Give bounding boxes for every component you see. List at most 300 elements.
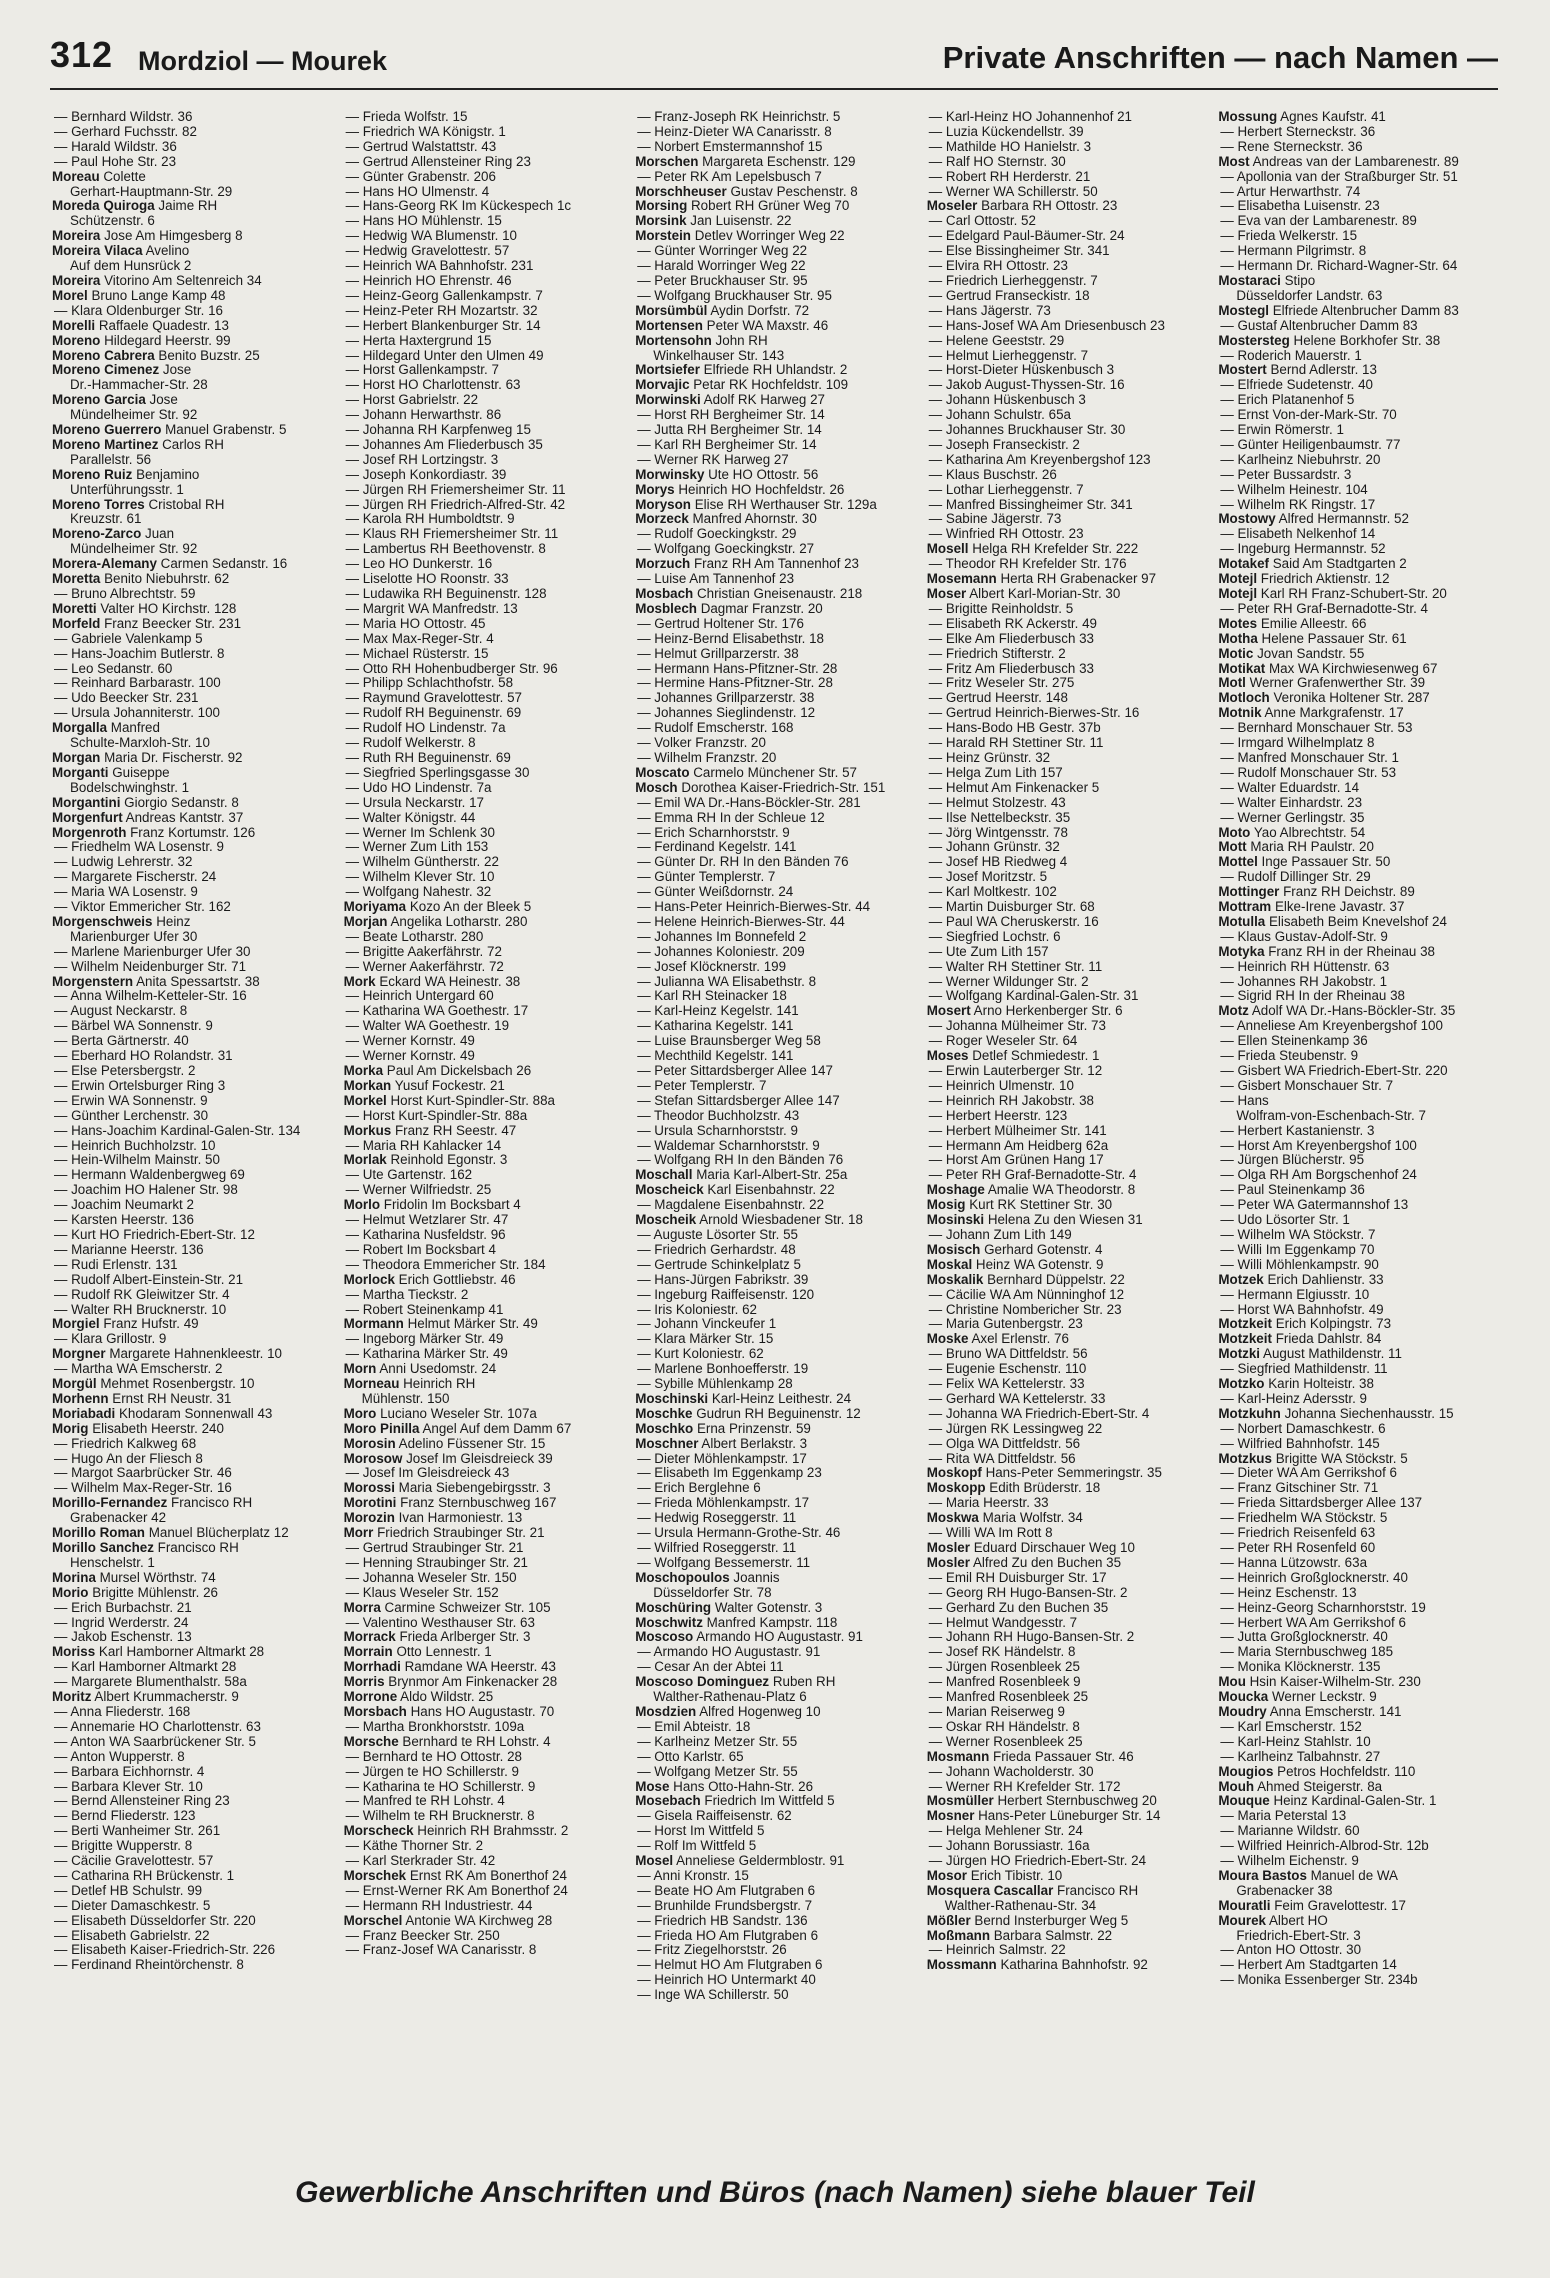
directory-entry bbox=[1218, 110, 1502, 125]
directory-entry bbox=[1218, 274, 1502, 289]
entry-surname: Mosner bbox=[926, 1808, 975, 1824]
directory-entry: — Anton HO Ottostr. 30 bbox=[1220, 1942, 1362, 1958]
directory-entry: — Bernhard Monschauer Str. 53 bbox=[1220, 720, 1413, 736]
entry-surname: Moreira bbox=[52, 272, 101, 288]
entry-details: Erich Dahlienstr. 33 bbox=[1267, 1271, 1384, 1287]
directory-entry: — Elfriede Sudetenstr. 40 bbox=[1220, 377, 1373, 393]
directory-entry bbox=[1218, 1780, 1502, 1795]
directory-entry: — Jürgen Blücherstr. 95 bbox=[1220, 1152, 1365, 1168]
directory-entry: — Gerhard Zu den Buchen 35 bbox=[928, 1599, 1109, 1615]
directory-entry bbox=[635, 498, 919, 513]
directory-entry: — Hans-Josef WA Am Driesenbusch 23 bbox=[928, 317, 1165, 333]
directory-entry bbox=[344, 1914, 628, 1929]
directory-entry: — Hans bbox=[1220, 1092, 1269, 1108]
entry-details: Helena Zu den Wiesen 31 bbox=[987, 1212, 1143, 1228]
entry-surname: Moreno bbox=[52, 332, 101, 348]
entry-surname: Moryson bbox=[635, 496, 691, 512]
directory-entry bbox=[1218, 557, 1502, 572]
entry-details: Bruno Lange Kamp 48 bbox=[91, 287, 226, 303]
directory-entry: — Karl-Heinz Stahlstr. 10 bbox=[1220, 1733, 1371, 1749]
directory-entry: — Johanna RH Karpfenweg 15 bbox=[345, 422, 531, 438]
directory-entry: — Elvira RH Ottostr. 23 bbox=[928, 258, 1068, 274]
directory-entry: — Harald Worringer Weg 22 bbox=[637, 258, 806, 274]
directory-entry: — Detlef HB Schulstr. 99 bbox=[54, 1882, 203, 1898]
directory-entry: — Margarete Fischerstr. 24 bbox=[54, 869, 217, 885]
entry-details: Frieda Dahlstr. 84 bbox=[1275, 1331, 1382, 1347]
directory-entry: — Maria RH Kahlacker 14 bbox=[345, 1137, 502, 1153]
entry-details: Anne Markgrafenstr. 17 bbox=[1264, 705, 1404, 721]
directory-entry: Bodelschwinghstr. 1 bbox=[70, 779, 190, 795]
directory-entry: — Johanna Weseler Str. 150 bbox=[345, 1569, 517, 1585]
directory-entry: — Robert Steinenkamp 41 bbox=[345, 1301, 504, 1317]
directory-entry: — Michael Rüsterstr. 15 bbox=[345, 645, 489, 661]
entry-surname: Mosmann bbox=[926, 1748, 990, 1764]
entry-details: Adolf WA Dr.-Hans-Böckler-Str. 35 bbox=[1251, 1003, 1456, 1019]
directory-entry: — Johann Zum Lith 149 bbox=[928, 1226, 1072, 1242]
directory-entry: — Friedrich Kalkweg 68 bbox=[54, 1435, 197, 1451]
entry-details: Karl Hamborner Altmarkt 28 bbox=[98, 1644, 265, 1660]
entry-surname: Moscheik bbox=[635, 1212, 697, 1228]
entry-details: Erna Prinzenstr. 59 bbox=[696, 1420, 811, 1436]
directory-entry: — Johannes Bruckhauser Str. 30 bbox=[928, 422, 1126, 438]
directory-entry bbox=[52, 811, 336, 826]
directory-entry: — Hans Jägerstr. 73 bbox=[928, 302, 1051, 318]
entry-details: Robert RH Grüner Weg 70 bbox=[691, 198, 850, 214]
entry-details: Benjamino bbox=[136, 466, 200, 482]
directory-entry: Düsseldorfer Str. 78 bbox=[653, 1584, 772, 1600]
directory-entry bbox=[52, 1317, 336, 1332]
entry-details: Carmen Sedanstr. 16 bbox=[160, 556, 288, 572]
entry-surname: Morera-Alemany bbox=[52, 556, 157, 572]
entry-details: Katharina Bahnhofstr. 92 bbox=[1000, 1957, 1148, 1973]
entry-details: Erich Tibistr. 10 bbox=[970, 1867, 1063, 1883]
entry-surname: Morkel bbox=[343, 1092, 387, 1108]
entry-details: Elfriede Altenbrucher Damm 83 bbox=[1272, 302, 1459, 318]
entry-details: Jose bbox=[149, 392, 178, 408]
directory-entry: — Julianna WA Elisabethstr. 8 bbox=[637, 973, 817, 989]
directory-entry: — Herbert Am Stadtgarten 14 bbox=[1220, 1957, 1397, 1973]
entry-surname: Mortensohn bbox=[635, 332, 712, 348]
directory-entry: — Johannes Im Bonnefeld 2 bbox=[637, 928, 807, 944]
entry-surname: Morossi bbox=[343, 1480, 395, 1496]
directory-entry: — Theodor RH Krefelder Str. 176 bbox=[928, 556, 1127, 572]
directory-entry: — Klara Märker Str. 15 bbox=[637, 1331, 774, 1347]
entry-details: Friedrich Straubinger Str. 21 bbox=[377, 1525, 545, 1541]
entry-details: Adelino Füssener Str. 15 bbox=[398, 1435, 546, 1451]
entry-surname: Morillo-Fernandez bbox=[52, 1495, 168, 1511]
entry-surname: Morillo Sanchez bbox=[52, 1540, 154, 1555]
entry-surname: Moreno Cimenez bbox=[52, 362, 160, 378]
entry-details: Heinz WA Gotenstr. 9 bbox=[975, 1256, 1104, 1272]
entry-details: Mursel Wörthstr. 74 bbox=[99, 1569, 216, 1585]
directory-entry: — Peter Bussardstr. 3 bbox=[1220, 466, 1352, 482]
directory-entry bbox=[1218, 1914, 1502, 1929]
directory-entry: — Maria Gutenbergstr. 23 bbox=[928, 1316, 1083, 1332]
directory-entry: — Josef Im Gleisdreieck 43 bbox=[345, 1465, 510, 1481]
directory-entry: — Helmut Stolzestr. 43 bbox=[928, 794, 1066, 810]
entry-surname: Motloch bbox=[1218, 690, 1270, 706]
entry-surname: Morra bbox=[343, 1599, 381, 1615]
entry-details: Bernd Adlerstr. 13 bbox=[1270, 362, 1377, 378]
entry-surname: Morel bbox=[52, 287, 88, 303]
directory-entry: — Anna Fliederstr. 168 bbox=[54, 1703, 191, 1719]
directory-entry: — Hermann Pilgrimstr. 8 bbox=[1220, 243, 1367, 259]
directory-entry: — Walter Eduardstr. 14 bbox=[1220, 779, 1360, 795]
directory-entry: — Wilfried Roseggerstr. 11 bbox=[637, 1540, 797, 1555]
entry-details: Ernst RH Neustr. 31 bbox=[112, 1390, 232, 1406]
entry-details: Barbara Salmstr. 22 bbox=[993, 1927, 1113, 1943]
directory-entry: — Johann Borussiastr. 16a bbox=[928, 1838, 1090, 1854]
entry-details: Veronika Holtener Str. 287 bbox=[1273, 690, 1430, 706]
directory-entry: — Philipp Schlachthofstr. 58 bbox=[345, 675, 514, 691]
entry-surname: Morschen bbox=[635, 153, 699, 169]
directory-entry: — Lothar Lierheggenstr. 7 bbox=[928, 481, 1084, 497]
entry-details: Alfred Hermannstr. 52 bbox=[1278, 511, 1409, 527]
directory-entry: — Heinrich WA Bahnhofstr. 231 bbox=[345, 258, 534, 274]
entry-surname: Morgenschweis bbox=[52, 913, 153, 929]
directory-entry: — Werner Rosenbleek 25 bbox=[928, 1733, 1083, 1749]
directory-entry: — Hans HO Ulmenstr. 4 bbox=[345, 183, 490, 199]
directory-entry bbox=[52, 1496, 336, 1511]
directory-entry bbox=[344, 1317, 628, 1332]
directory-entry: — Klaus Gustav-Adolf-Str. 9 bbox=[1220, 928, 1388, 944]
directory-entry bbox=[927, 1273, 1211, 1288]
entry-details: Hans-Peter Semmeringstr. 35 bbox=[985, 1465, 1162, 1481]
directory-entry: — Gisbert Monschauer Str. 7 bbox=[1220, 1077, 1394, 1093]
entry-details: Friedrich Im Wittfeld 5 bbox=[704, 1793, 835, 1809]
directory-entry bbox=[927, 1884, 1211, 1899]
directory-entry: Mündelheimer Str. 92 bbox=[70, 541, 198, 557]
directory-entry: — Wolfgang Metzer Str. 55 bbox=[637, 1763, 798, 1779]
entry-details: Werner Grafenwerther Str. 39 bbox=[1249, 675, 1426, 691]
directory-entry bbox=[52, 721, 336, 736]
directory-entry: — Paul Steinenkamp 36 bbox=[1220, 1182, 1365, 1198]
directory-entry: — Bernd Allensteiner Ring 23 bbox=[54, 1793, 230, 1809]
directory-entry bbox=[635, 512, 919, 527]
directory-entry: — Mathilde HO Hanielstr. 3 bbox=[928, 138, 1092, 154]
directory-entry bbox=[927, 1198, 1211, 1213]
directory-entry: — Herta Haxtergrund 15 bbox=[345, 332, 492, 348]
directory-entry: — Werner Wilfriedstr. 25 bbox=[345, 1182, 492, 1198]
directory-entry bbox=[52, 1645, 336, 1660]
directory-entry: — Rudolf Goeckingkstr. 29 bbox=[637, 526, 797, 542]
directory-entry bbox=[635, 587, 919, 602]
entry-surname: Morgenroth bbox=[52, 824, 127, 840]
entry-details: Colette bbox=[103, 168, 146, 184]
directory-entry bbox=[635, 602, 919, 617]
directory-entry: — Herbert Mülheimer Str. 141 bbox=[928, 1122, 1107, 1138]
directory-entry: Dr.-Hammacher-Str. 28 bbox=[70, 377, 208, 393]
directory-entry: Mühlenstr. 150 bbox=[361, 1390, 450, 1406]
directory-entry: — Willi Möhlenkampstr. 90 bbox=[1220, 1256, 1379, 1272]
entry-details: Joannis bbox=[733, 1569, 780, 1585]
directory-entry: — Erwin Römerstr. 1 bbox=[1220, 422, 1344, 438]
entry-surname: Moshage bbox=[926, 1182, 985, 1198]
entry-details: Elisabeth Beim Knevelshof 24 bbox=[1268, 913, 1447, 929]
entry-details: Elise RH Werthauser Str. 129a bbox=[694, 496, 877, 512]
entry-details: Maria Wolfstr. 34 bbox=[982, 1510, 1083, 1526]
directory-entry: — Ludwig Lehrerstr. 32 bbox=[54, 854, 193, 870]
entry-details: Herbert Sternbuschweg 20 bbox=[997, 1793, 1157, 1809]
directory-entry bbox=[1218, 706, 1502, 721]
directory-entry: — Anna Wilhelm-Ketteler-Str. 16 bbox=[54, 988, 247, 1004]
directory-entry bbox=[344, 1630, 628, 1645]
entry-details: Carmelo Münchener Str. 57 bbox=[693, 764, 857, 780]
entry-surname: Moschinski bbox=[635, 1390, 709, 1406]
entry-details: Franz RH Seestr. 47 bbox=[394, 1122, 517, 1138]
entry-details: Brigitte Mühlenstr. 26 bbox=[92, 1584, 218, 1600]
entry-surname: Morlock bbox=[343, 1271, 395, 1287]
directory-entry: — Rudolf HO Lindenstr. 7a bbox=[345, 720, 506, 736]
entry-details: Heinrich RH bbox=[403, 1376, 476, 1392]
entry-details: Heinrich RH Brahmsstr. 2 bbox=[417, 1823, 569, 1839]
entry-surname: Moreno Guerrero bbox=[52, 422, 162, 438]
directory-entry bbox=[635, 378, 919, 393]
directory-entry: — Werner Kornstr. 49 bbox=[345, 1033, 475, 1049]
directory-entry: — Wilhelm Güntherstr. 22 bbox=[345, 854, 499, 870]
directory-entry: — Hans-Georg RK Im Kückespech 1c bbox=[345, 198, 572, 214]
entry-surname: Mossmann bbox=[926, 1957, 997, 1973]
directory-entry bbox=[52, 751, 336, 766]
directory-entry: — Bärbel WA Sonnenstr. 9 bbox=[54, 1018, 213, 1034]
directory-entry: — Klara Grillostr. 9 bbox=[54, 1331, 167, 1347]
directory-entry: — Jakob August-Thyssen-Str. 16 bbox=[928, 377, 1125, 393]
directory-entry: — Emma RH In der Schleue 12 bbox=[637, 809, 825, 825]
directory-entry: — Beate HO Am Flutgraben 6 bbox=[637, 1882, 816, 1898]
entry-surname: Morrack bbox=[343, 1629, 396, 1645]
entry-surname: Morschheuser bbox=[635, 183, 727, 199]
directory-entry: Wolfram-von-Eschenbach-Str. 7 bbox=[1236, 1107, 1426, 1123]
directory-entry: — Johann Grünstr. 32 bbox=[928, 839, 1060, 855]
directory-entry bbox=[1218, 1765, 1502, 1780]
directory-entry: Friedrich-Ebert-Str. 3 bbox=[1236, 1927, 1361, 1943]
entry-surname: Mosmüller bbox=[926, 1793, 994, 1809]
directory-entry: — Rudolf Welkerstr. 8 bbox=[345, 735, 476, 751]
entry-surname: Morio bbox=[52, 1584, 89, 1600]
directory-entry: — Stefan Sittardsberger Allee 147 bbox=[637, 1092, 840, 1108]
directory-entry bbox=[52, 1407, 336, 1422]
directory-entry bbox=[52, 1392, 336, 1407]
directory-entry bbox=[344, 1273, 628, 1288]
entry-surname: Motha bbox=[1218, 630, 1258, 646]
directory-entry: — Ursula Neckarstr. 17 bbox=[345, 794, 485, 810]
directory-entry: — Anton Wupperstr. 8 bbox=[54, 1748, 185, 1764]
directory-entry bbox=[635, 1794, 919, 1809]
entry-surname: Moscoso bbox=[635, 1629, 694, 1645]
entry-surname: Morsche bbox=[343, 1733, 399, 1749]
entry-surname: Mork bbox=[343, 973, 376, 989]
directory-entry: — Erwin Ortelsburger Ring 3 bbox=[54, 1077, 226, 1093]
directory-entry: — Jutta RH Bergheimer Str. 14 bbox=[637, 422, 822, 438]
directory-entry: — Ernst Von-der-Mark-Str. 70 bbox=[1220, 407, 1397, 423]
entry-details: Eckard WA Heinestr. 38 bbox=[379, 973, 521, 989]
directory-entry: — Ingeborg Märker Str. 49 bbox=[345, 1331, 504, 1347]
directory-entry bbox=[927, 1794, 1211, 1809]
directory-entry bbox=[52, 602, 336, 617]
directory-entry: — Ursula Johanniterstr. 100 bbox=[54, 705, 220, 721]
entry-surname: Mosler bbox=[926, 1540, 970, 1555]
directory-entry: Grabenacker 38 bbox=[1236, 1882, 1333, 1898]
directory-entry: — Herbert Sterneckstr. 36 bbox=[1220, 123, 1376, 139]
directory-entry: — Frieda HO Am Flutgraben 6 bbox=[637, 1927, 819, 1943]
directory-entry: — Günter Weißdornstr. 24 bbox=[637, 884, 794, 900]
directory-entry: — Werner WA Schillerstr. 50 bbox=[928, 183, 1098, 199]
directory-entry: — Maria Sternbuschweg 185 bbox=[1220, 1644, 1394, 1660]
directory-entry bbox=[52, 244, 336, 259]
directory-entry: — Manfred te RH Lohstr. 4 bbox=[345, 1793, 505, 1809]
entry-details: Maria RH Paulstr. 20 bbox=[1250, 839, 1374, 855]
entry-surname: Mostersteg bbox=[1218, 332, 1290, 348]
directory-entry: — Rene Sterneckstr. 36 bbox=[1220, 138, 1363, 154]
directory-entry: — Heinrich HO Ehrenstr. 46 bbox=[345, 272, 512, 288]
directory-entry: — Rudolf RH Beguinenstr. 69 bbox=[345, 705, 522, 721]
entry-details: Arnold Wiesbadener Str. 18 bbox=[699, 1212, 863, 1228]
directory-entry: — Peter RH Rosenfeld 60 bbox=[1220, 1540, 1376, 1555]
directory-entry: — Volker Franzstr. 20 bbox=[637, 735, 766, 751]
directory-entry: — Ellen Steinenkamp 36 bbox=[1220, 1033, 1368, 1049]
section-title: Private Anschriften — nach Namen — bbox=[942, 40, 1498, 75]
entry-surname: Mosblech bbox=[635, 600, 697, 616]
directory-entry: Kreuzstr. 61 bbox=[70, 511, 142, 527]
directory-entry bbox=[52, 826, 336, 841]
entry-surname: Moschko bbox=[635, 1420, 694, 1436]
directory-entry: — Heinrich Salmstr. 22 bbox=[928, 1942, 1066, 1958]
entry-details: Elisabeth Heerstr. 240 bbox=[92, 1420, 224, 1436]
entry-surname: Moskalik bbox=[926, 1271, 984, 1287]
entry-details: Anneliese Geldermblostr. 91 bbox=[676, 1853, 845, 1869]
directory-entry bbox=[635, 229, 919, 244]
directory-entry: — Franz Gitschiner Str. 71 bbox=[1220, 1480, 1379, 1496]
directory-entry: — Ingeburg Raiffeisenstr. 120 bbox=[637, 1286, 815, 1302]
directory-entry: — Ruth RH Beguinenstr. 69 bbox=[345, 749, 511, 765]
directory-entry: — Kurt Koloniestr. 62 bbox=[637, 1346, 764, 1362]
entry-surname: Morkus bbox=[343, 1122, 392, 1138]
entry-details: Albert Berlakstr. 3 bbox=[701, 1435, 808, 1451]
directory-entry bbox=[1218, 1004, 1502, 1019]
directory-entry bbox=[1218, 1794, 1502, 1809]
entry-details: Angelika Lotharstr. 280 bbox=[390, 913, 528, 929]
directory-entry: — Else Bissingheimer Str. 341 bbox=[928, 243, 1110, 259]
directory-entry: — Udo HO Lindenstr. 7a bbox=[345, 779, 492, 795]
directory-entry: — Josef Klöcknerstr. 199 bbox=[637, 958, 787, 974]
entry-surname: Mosdzien bbox=[635, 1703, 697, 1719]
entry-surname: Motzkuhn bbox=[1218, 1405, 1281, 1421]
directory-entry: — Jürgen te HO Schillerstr. 9 bbox=[345, 1763, 519, 1779]
entry-details: Francisco RH bbox=[171, 1495, 253, 1511]
entry-details: Manuel Grabenstr. 5 bbox=[165, 422, 287, 438]
directory-entry: — Auguste Lösorter Str. 55 bbox=[637, 1226, 798, 1242]
directory-entry: — Brigitte Reinholdstr. 5 bbox=[928, 600, 1074, 616]
directory-entry: — Eberhard HO Rolandstr. 31 bbox=[54, 1048, 233, 1064]
directory-entry: — Herbert Blankenburger Str. 14 bbox=[345, 317, 541, 333]
directory-entry: — Elisabeth Gabrielstr. 22 bbox=[54, 1927, 210, 1943]
entry-details: Frieda Passauer Str. 46 bbox=[993, 1748, 1134, 1764]
entry-surname: Morotini bbox=[343, 1495, 397, 1511]
directory-entry: — Friedhelm WA Losenstr. 9 bbox=[54, 839, 224, 855]
entry-details: Fridolin Im Bocksbart 4 bbox=[383, 1197, 521, 1213]
directory-entry bbox=[635, 393, 919, 408]
entry-surname: Mottram bbox=[1218, 899, 1272, 915]
directory-entry: — Helga Mehlener Str. 24 bbox=[928, 1823, 1083, 1839]
directory-entry: — Hans-Joachim Kardinal-Galen-Str. 134 bbox=[54, 1122, 301, 1138]
directory-entry: — Franz-Josef WA Canarisstr. 8 bbox=[345, 1942, 537, 1958]
entry-surname: Motzki bbox=[1218, 1346, 1261, 1362]
directory-entry: — Peter WA Gatermannshof 13 bbox=[1220, 1197, 1409, 1213]
entry-surname: Moske bbox=[926, 1331, 969, 1347]
entry-details: Heinrich HO Hochfeldstr. 26 bbox=[678, 481, 845, 497]
directory-entry: — Maria Heerstr. 33 bbox=[928, 1495, 1049, 1511]
entry-surname: Morhenn bbox=[52, 1390, 109, 1406]
directory-entry: — Paul WA Cheruskerstr. 16 bbox=[928, 913, 1099, 929]
directory-entry: Marienburger Ufer 30 bbox=[70, 928, 198, 944]
directory-entry: — Gertrud Allensteiner Ring 23 bbox=[345, 153, 531, 169]
directory-entry: — Jutta Großglocknerstr. 40 bbox=[1220, 1629, 1388, 1645]
directory-entry: — Margarete Blumenthalstr. 58a bbox=[54, 1674, 247, 1690]
directory-entry: — Horst HO Charlottenstr. 63 bbox=[345, 377, 521, 393]
entry-surname: Mosinski bbox=[926, 1212, 985, 1228]
directory-entry: — Johann Wacholderstr. 30 bbox=[928, 1763, 1094, 1779]
directory-entry: — Dieter Damaschkestr. 5 bbox=[54, 1897, 211, 1913]
directory-entry: — Maria Peterstal 13 bbox=[1220, 1808, 1347, 1824]
entry-details: Vitorino Am Seltenreich 34 bbox=[104, 272, 262, 288]
column-1 bbox=[52, 110, 336, 2140]
directory-entry: — Hein-Wilhelm Mainstr. 50 bbox=[54, 1152, 220, 1168]
directory-entry: — Johannes Am Fliederbusch 35 bbox=[345, 436, 543, 452]
directory-entry bbox=[344, 1153, 628, 1168]
entry-surname: Morgenfurt bbox=[52, 809, 123, 825]
directory-entry: — Jakob Eschenstr. 13 bbox=[54, 1629, 192, 1645]
directory-entry: — Marianne Heerstr. 136 bbox=[54, 1241, 204, 1257]
entry-surname: Morkan bbox=[343, 1077, 392, 1093]
entry-details: Walter Gotenstr. 3 bbox=[714, 1599, 823, 1615]
entry-details: Feim Gravelottestr. 17 bbox=[1274, 1897, 1406, 1913]
entry-details: Helene Passauer Str. 61 bbox=[1261, 630, 1407, 646]
directory-entry: — Wilhelm RK Ringstr. 17 bbox=[1220, 496, 1376, 512]
directory-entry: — Elisabeth Nelkenhof 14 bbox=[1220, 526, 1376, 542]
entry-details: Detlef Schmiedestr. 1 bbox=[972, 1048, 1100, 1064]
directory-entry: — Artur Herwarthstr. 74 bbox=[1220, 183, 1361, 199]
entry-surname: Morosow bbox=[343, 1450, 403, 1466]
entry-details: Albert Krummacherstr. 9 bbox=[94, 1689, 239, 1705]
directory-entry: Walther-Rathenau-Str. 34 bbox=[944, 1897, 1097, 1913]
entry-surname: Motzko bbox=[1218, 1376, 1265, 1392]
entry-details: Ruben RH bbox=[772, 1674, 836, 1690]
directory-entry bbox=[635, 1630, 919, 1645]
directory-entry bbox=[52, 975, 336, 990]
entry-details: Maria Dr. Fischerstr. 92 bbox=[104, 749, 243, 765]
directory-entry: — Günter Worringer Weg 22 bbox=[637, 243, 808, 259]
directory-entry: — Hans-Joachim Butlerstr. 8 bbox=[54, 645, 225, 661]
directory-entry bbox=[52, 438, 336, 453]
entry-details: Franz RH Am Tannenhof 23 bbox=[693, 556, 859, 572]
directory-entry: — Katharina Märker Str. 49 bbox=[345, 1346, 508, 1362]
entry-surname: Moritz bbox=[52, 1689, 92, 1705]
entry-details: Anni Usedomstr. 24 bbox=[379, 1361, 497, 1377]
entry-details: Carmine Schweizer Str. 105 bbox=[384, 1599, 551, 1615]
directory-entry: — Rudolf RK Gleiwitzer Str. 4 bbox=[54, 1286, 230, 1302]
directory-entry: — Gertrude Schinkelplatz 5 bbox=[637, 1256, 801, 1272]
entry-surname: Moschwitz bbox=[635, 1614, 703, 1630]
directory-entry: — Ludawika RH Beguinenstr. 128 bbox=[345, 586, 547, 601]
directory-entry: — Marianne Wildstr. 60 bbox=[1220, 1823, 1360, 1839]
directory-entry: — Brigitte Wupperstr. 8 bbox=[54, 1838, 193, 1854]
directory-entry bbox=[344, 915, 628, 930]
directory-entry bbox=[635, 1437, 919, 1452]
entry-surname: Mortensen bbox=[635, 317, 703, 333]
directory-entry bbox=[1218, 1899, 1502, 1914]
directory-entry: — Johannes Koloniestr. 209 bbox=[637, 943, 805, 959]
directory-entry bbox=[927, 1213, 1211, 1228]
